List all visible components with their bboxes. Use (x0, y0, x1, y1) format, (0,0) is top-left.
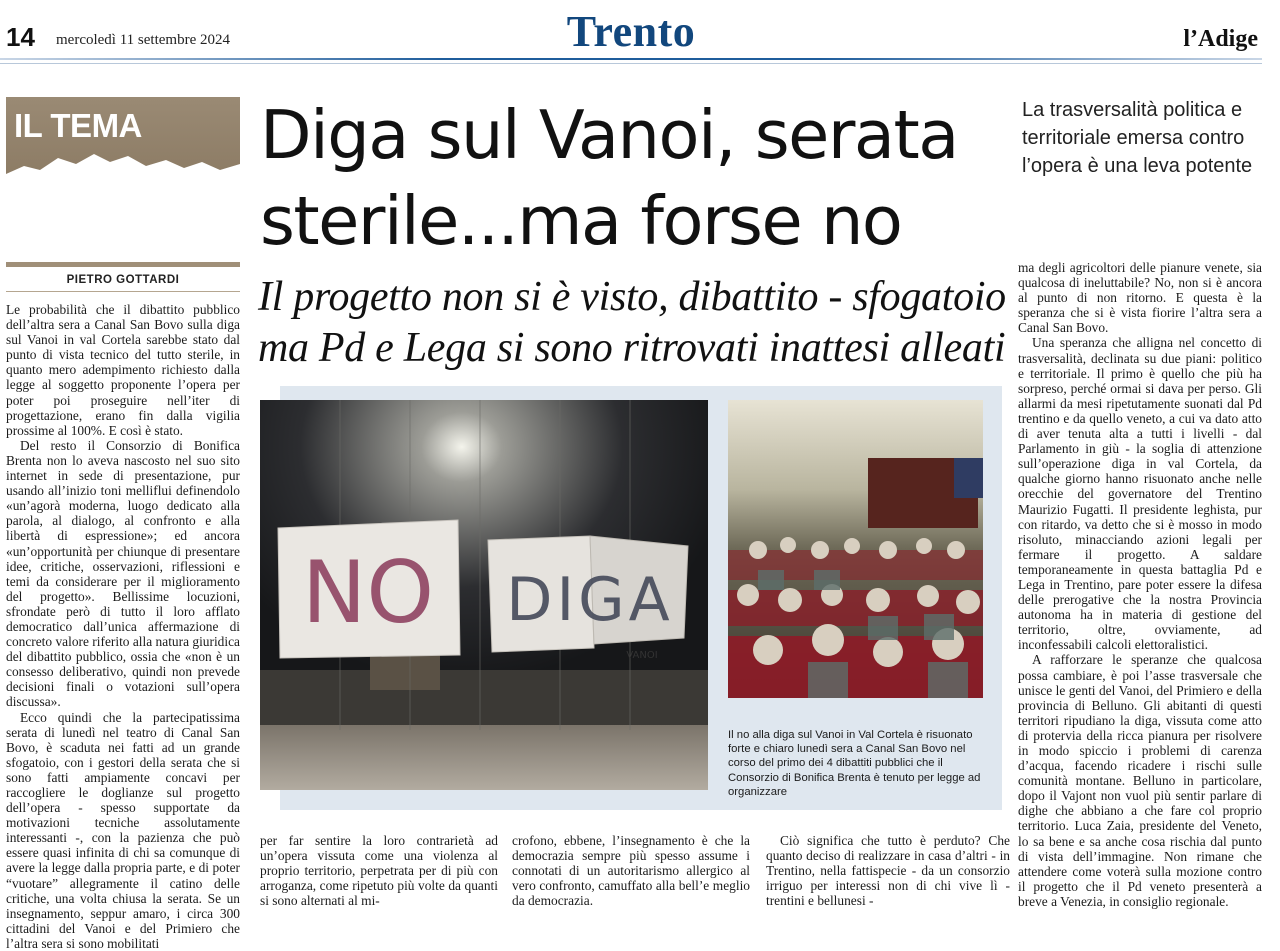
photo-no-diga-banners (260, 400, 708, 790)
article-paragraph: A rafforzare le speranze che qualcosa possa cambiare, è poi l’asse trasversale che unisce le genti del Vanoi, del Primiero e della provincia di Belluno. Gli abitanti di questi territori ripudiano la diga, vissuta come atto di protervia della ricca pianura per risolvere in modo spiccio i problemi di carenza d’acqua, facendo ricadere i rischi sulle comunità montane. Belluno in particolare, dopo il Vajont non vuol più sentir parlare di dighe che abbiano a che fare col proprio territorio. Luca Zaia, presidente del Veneto, lo sa bene e sa anche cosa rischia dal punto di vista dell’immagine. Non rimane che attendere come voterà sulla mozione contro il progetto che il Pd veneto presenterà a breve a Venezia, in consiglio regionale. (1018, 652, 1262, 909)
article-paragraph: Ciò significa che tutto è perduto? Che quanto deciso di realizzare in casa d’altri - in Trentino, nella fattispecie - da un consorzio irriguo per interessi non di chi vive lì - trentini e bellunesi - (766, 833, 1010, 909)
banner-vanoi-text: VANOI (626, 650, 658, 661)
article-paragraph: crofono, ebbene, l’insegnamento è che la democrazia sempre più spesso assume i connotati di un autoritarismo allergico al vero confronto, camuffato alla bell’e meglio da democrazia. (512, 833, 750, 909)
mountain-silhouette-icon (6, 144, 240, 180)
author-byline: PIETRO GOTTARDI (66, 274, 180, 286)
article-column-left (6, 302, 240, 951)
article-column-bottom-2 (512, 833, 750, 913)
article-column-bottom-1 (260, 833, 498, 913)
banner-diga-text: DIGA (506, 565, 674, 635)
headline-line-1: Diga sul Vanoi, serata (260, 96, 958, 174)
article-paragraph: Una speranza che alligna nel concetto di trasversalità, declinata su due piani: politico e territoriale. Il primo è quello che più ha sorpreso, perché ormai si dava per perso. Gli allarmi da mesi ripetutamente suonati dal Pd trentino e da quello veneto, a cui va dato atto di aver tenuta alta a tutti i livelli - dal Parlamento in giù - la soglia di attenzione sull’operazione diga in val Cortela, da qualche giorno hanno risuonato anche nelle orecchie del governatore del Trentino Maurizio Fugatti. Il presidente leghista, pur con ritardo, va detto che si è mosso in modo risoluto, minacciando azioni legali per fermare il progetto. A saldare temporaneamente in questa battaglia Pd e Lega in Trentino, pare poter essere la difesa delle prerogative che la nostra Provincia autonoma ha in materia di gestione del territorio, oltre, ovviamente, ad inconfessabili calcoli elettoralistici. (1018, 335, 1262, 653)
photo-caption: Il no alla diga sul Vanoi in Val Cortela è risuonato forte e chiaro lunedì sera a Canal San Bovo nel corso del primo dei 4 dibattiti pubblici che il Consorzio di Bonifica Brenta è tenuto per legge ad organizzare (728, 729, 981, 798)
article-column-bottom-3 (766, 833, 1010, 913)
header-rule (0, 58, 1262, 60)
article-paragraph: Le probabilità che il dibattito pubblico dell’altra sera a Canal San Bovo sulla diga sul Vanoi in val Cortela sarebbe stato dal punto di vista tecnico del tutto sterile, in quanto mero adempimento richiesto dalla legge al soggetto proponente l’opera per poter poi proseguire nell’iter di progettazione, erano fin dalla vigilia prossime al 100%. E così è stato. (6, 302, 240, 438)
photo-theatre-audience (728, 400, 983, 698)
section-title: Trento (566, 7, 696, 56)
author-rule (6, 262, 240, 267)
tema-badge (6, 97, 240, 180)
subheadline (258, 272, 1018, 374)
article-paragraph: ma degli agricoltori delle pianure venete, sia qualcosa di ineluttabile? No, non si è ancora al punto di non ritorno. E questa è la speranza che si è vista fiorire l’altra sera a Canal San Bovo. (1018, 260, 1262, 336)
banner-no-text: NO (301, 543, 435, 643)
headline-line-2: sterile...ma forse no (260, 182, 902, 260)
article-paragraph: per far sentire la loro contrarietà ad un’opera vissuta come una violenza al proprio territorio, perpetrata per di più con arroganza, come ripetuto più volte da quanti si sono alternati al mi- (260, 833, 498, 909)
subheadline-line-2: ma Pd e Lega si sono ritrovati inattesi alleati (258, 325, 1006, 371)
subheadline-line-1: Il progetto non si è visto, dibattito - sfogatoio (258, 274, 1006, 320)
banner-photo-illustration (260, 400, 708, 790)
header-rule-thin (0, 63, 1262, 64)
author-rule-bottom (6, 291, 240, 292)
page-date: mercoledì 11 settembre 2024 (56, 32, 230, 48)
article-paragraph: Ecco quindi che la partecipatissima serata di lunedì nel teatro di Canal San Bovo, è scaduta nei fatti ad un grande sfogatoio, con i gestori della serata che si sono fatti ampiamente concavi per raccogliere le doglianze sul progetto dell’opera - spesso supportate da motivazioni tecniche assolutamente interessanti -, con la pazienza che può essere quasi infinita di chi sa comunque di avere la legge dalla propria parte, e di poter “vuotare” allegramente il catino delle critiche, una volta chiusa la serata. Se un insegnamento, seppur amaro, i circa 300 cittadini del Vanoi e del Primiero che l’altra sera si sono mobilitati (6, 709, 240, 951)
page-number: 14 (6, 22, 35, 52)
article-column-right (1018, 260, 1262, 910)
side-deck: La trasversalità politica e territoriale emersa contro l’opera è una leva potente (1022, 99, 1253, 177)
newspaper-masthead: l’Adige (1183, 26, 1258, 52)
tema-label: IL TEMA (14, 107, 142, 144)
headline (260, 92, 1020, 264)
audience-photo-illustration (728, 400, 983, 698)
article-paragraph: Del resto il Consorzio di Bonifica Brenta non lo aveva nascosto nel suo sito internet in sede di presentazione, pur usando all’inizio toni melliflui definendolo «un’agorà moderna, luogo dedicato alla parola, al dialogo, al confronto e alla libertà di espressione»; ed ancora «un’opportunità per chiunque di presentare idee, critiche, osservazioni, riflessioni e temi da considerare per il miglioramento del progetto». Bellissime locuzioni, sfrondate però di tutto il loro afflato democratico dall’unica affermazione di concreto valore riferito alla natura giuridica del dibattito pubblico, ossia che «non è un consesso deliberativo, quindi non prevede decisioni finali o votazioni sull’opera discussa». (6, 437, 240, 710)
